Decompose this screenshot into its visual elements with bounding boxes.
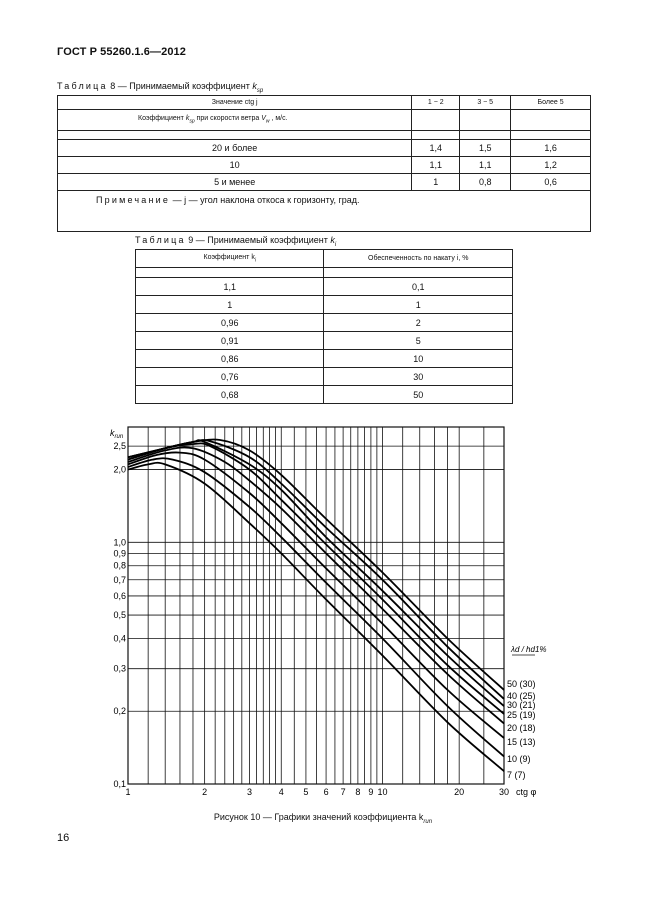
table9-header-text: Коэффициент k <box>203 253 255 261</box>
page-number: 16 <box>57 832 70 844</box>
y-tick-label: 2,5 <box>113 441 126 452</box>
subheader-symbol: k <box>185 115 190 123</box>
legend-title: λd / hd1% <box>511 645 547 654</box>
table8-cell: 1,6 <box>511 140 591 157</box>
x-tick-label: 4 <box>278 787 284 797</box>
table8-cell: 0,6 <box>511 174 591 191</box>
y-tick-label: 0,7 <box>113 574 126 585</box>
x-tick-label: 30 <box>498 787 510 797</box>
table9-cell: 30 <box>324 368 513 386</box>
note-text: — j — угол наклона откоса к горизонту, град. <box>172 195 360 205</box>
table8-cell: 0,8 <box>460 174 511 191</box>
table8-cell: 1 <box>412 174 460 191</box>
subheader-subscript2: w <box>265 118 270 125</box>
x-tick-label: 9 <box>368 787 374 797</box>
table8-caption-label: Таблица <box>57 81 108 91</box>
y-tick-label: 0,1 <box>113 779 126 789</box>
table9-caption-label: Таблица <box>135 235 186 245</box>
y-axis-label: $k_{run}$ <box>110 428 124 440</box>
x-tick-labels <box>125 787 509 797</box>
y-tick-label: 0,5 <box>113 610 126 621</box>
table8-cell: 1,1 <box>412 157 460 174</box>
y-tick-label: 0,9 <box>113 548 126 559</box>
series-label: 7 (7) <box>507 770 526 780</box>
table9-caption-subscript: i <box>334 241 337 248</box>
table8-cell: 1,2 <box>511 157 591 174</box>
table8-cell: 1,1 <box>460 157 511 174</box>
table8-cell: 1,5 <box>460 140 511 157</box>
series-label: 20 (18) <box>507 723 536 733</box>
table9-cell: 1,1 <box>136 278 324 296</box>
subheader-pre: Коэффициент <box>138 115 184 123</box>
series-label: 15 (13) <box>507 737 536 747</box>
x-tick-label: 6 <box>323 787 329 797</box>
x-tick-label: 20 <box>454 787 465 797</box>
series-labels <box>507 679 536 780</box>
y-tick-label: 0,8 <box>113 560 126 571</box>
table9-cell: 0,96 <box>136 314 324 332</box>
table8-header-col: Более 5 <box>511 96 591 110</box>
table9-cell: 2 <box>324 314 513 332</box>
table8-caption-subscript: sp <box>256 87 264 94</box>
document-header: ГОСТ Р 55260.1.6—2012 <box>57 46 186 58</box>
figure-caption <box>0 812 646 825</box>
y-tick-label: 1,0 <box>113 537 126 548</box>
table9-caption-symbol: k <box>330 235 335 245</box>
y-tick-label: 0,6 <box>113 590 126 601</box>
x-tick-label: 10 <box>377 787 388 797</box>
x-tick-label: 8 <box>355 787 361 797</box>
table8-row-label: 20 и более <box>58 140 412 157</box>
x-tick-label: 3 <box>246 787 252 797</box>
x-tick-label: 7 <box>340 787 346 797</box>
table9-cell: 10 <box>324 350 513 368</box>
table8-header-col: 1 − 2 <box>412 96 460 110</box>
y-tick-label: 2,0 <box>113 464 126 475</box>
table9-header-subscript: i <box>254 257 256 264</box>
table8-caption-text: 8 — Принимаемый коэффициент <box>110 81 250 91</box>
subheader-mid: при скорости ветра <box>196 115 260 123</box>
table8-header-label: Значение ctg j <box>58 96 412 110</box>
series-label: 25 (19) <box>507 710 536 720</box>
series-label: 10 (9) <box>507 754 531 764</box>
x-tick-label: 5 <box>303 787 309 797</box>
y-tick-labels <box>113 441 126 789</box>
table8-row-label: 10 <box>58 157 412 174</box>
x-tick-label: 2 <box>202 787 208 797</box>
subheader-symbol2: V <box>261 115 266 123</box>
y-tick-label: 0,3 <box>113 663 126 674</box>
table9-cell: 1 <box>324 296 513 314</box>
table9-cell: 5 <box>324 332 513 350</box>
table9-caption-text: 9 — Принимаемый коэффициент <box>188 235 328 245</box>
table9-cell: 50 <box>324 386 513 404</box>
note-label: Примечание <box>96 195 171 205</box>
series-label: 40 (25) <box>507 691 536 701</box>
series-label: 30 (21) <box>507 700 536 710</box>
x-tick-label: 1 <box>125 787 131 797</box>
table9-cell: 0,68 <box>136 386 324 404</box>
subheader-post: , м/с. <box>271 115 288 123</box>
table9-cell: 0,86 <box>136 350 324 368</box>
table9-cell: 0,76 <box>136 368 324 386</box>
subheader-subscript: sp <box>189 118 195 125</box>
y-tick-label: 0,4 <box>113 633 126 644</box>
table8-caption-symbol: k <box>252 81 257 91</box>
series-label: 50 (30) <box>507 679 536 689</box>
table8-cell: 1,4 <box>412 140 460 157</box>
x-axis-label: ctg φ <box>516 787 537 797</box>
figure-caption-text: Рисунок 10 — Графики значений коэффициента k <box>213 812 424 822</box>
table9-cell: 0,1 <box>324 278 513 296</box>
table8-row-label: 5 и менее <box>58 174 412 191</box>
table9-cell: 1 <box>136 296 324 314</box>
table8-header-col: 3 − 5 <box>460 96 511 110</box>
table9-header: Обеспеченность по накату i, % <box>324 250 513 268</box>
figure-caption-subscript: run <box>423 818 433 825</box>
y-tick-label: 0,2 <box>113 706 126 717</box>
table9-cell: 0,91 <box>136 332 324 350</box>
